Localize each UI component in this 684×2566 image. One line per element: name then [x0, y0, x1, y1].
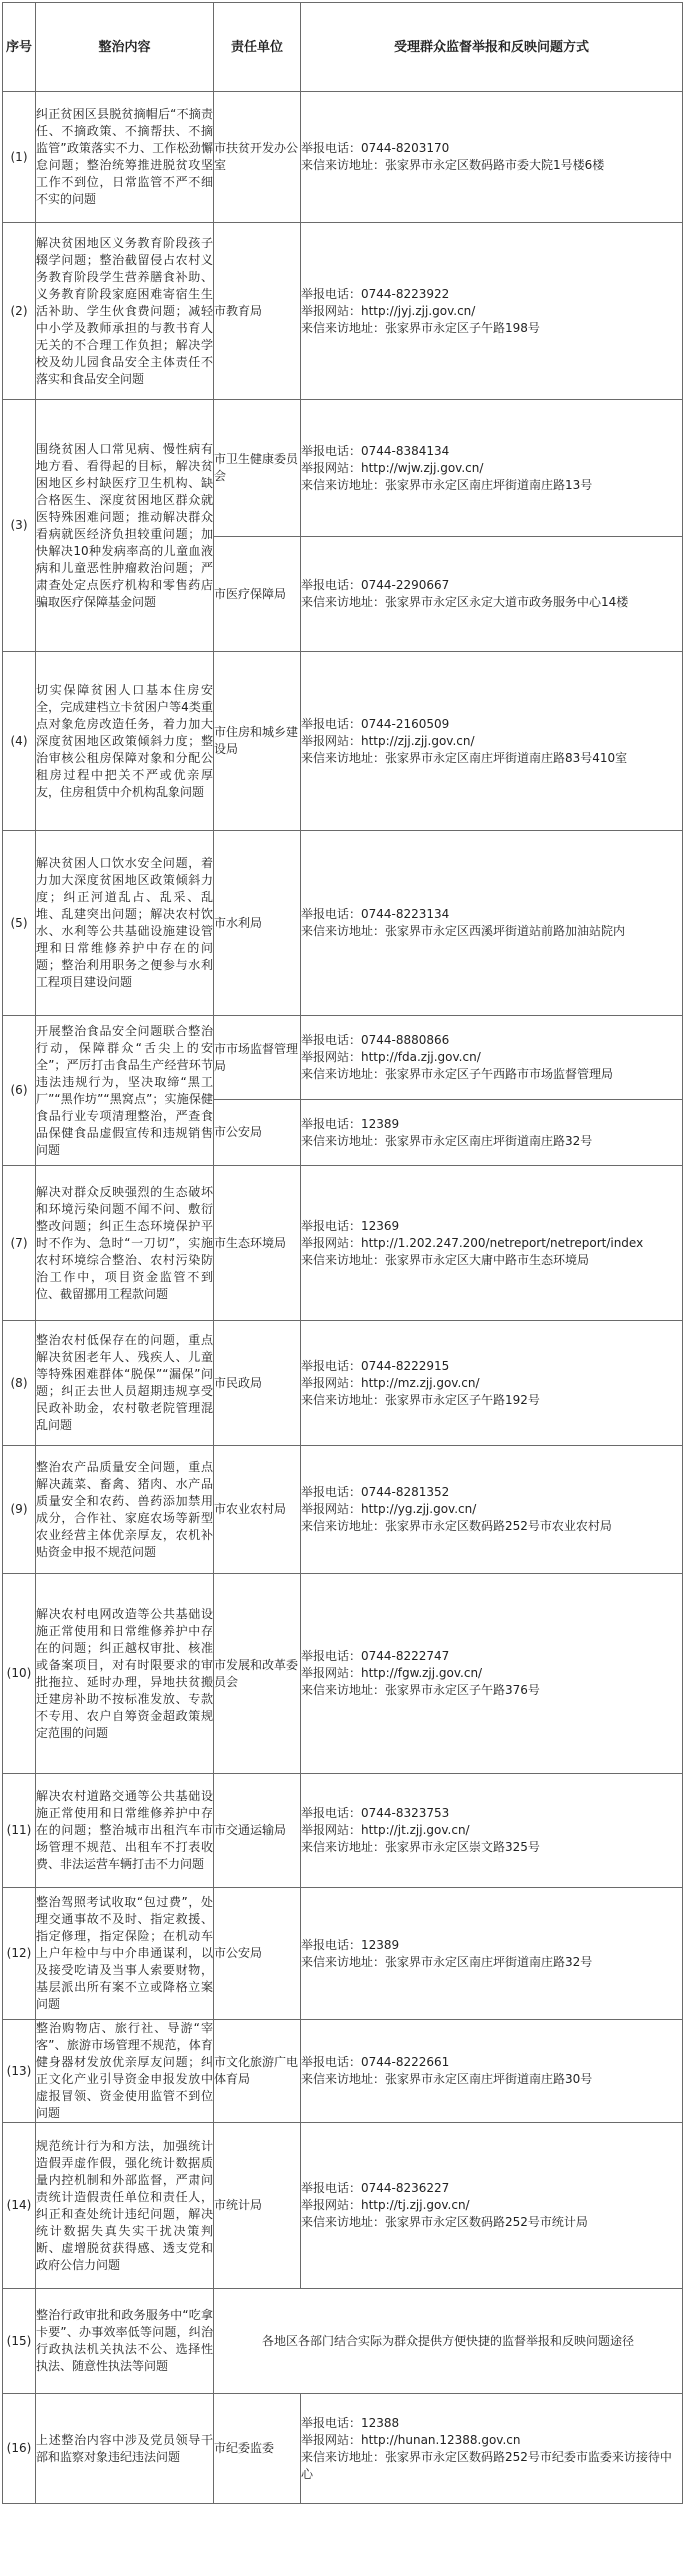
reporting-method [301, 2020, 683, 2123]
responsible-unit: 市公安局 [214, 1100, 301, 1166]
reporting-line: 来信来访地址：张家界市永定区数码路252号市农业农村局 [301, 1519, 612, 1533]
table-row [3, 2289, 683, 2394]
header-method: 受理群众监督举报和反映问题方式 [301, 3, 683, 92]
reporting-line: 举报电话：12388 [301, 2415, 400, 2430]
responsible-unit: 市公安局 [214, 1888, 301, 2020]
reporting-method [301, 652, 683, 831]
reporting-line: 举报网站：http://mz.zjj.gov.cn/ [301, 1375, 480, 1390]
reporting-line: 来信来访地址：张家界市永定区大庸中路市生态环境局 [301, 1252, 590, 1267]
table-row [3, 2394, 683, 2504]
reporting-channel-note: 各地区各部门结合实际为群众提供方便快捷的监督举报和反映问题途径 [214, 2289, 683, 2394]
responsible-unit: 市市场监督管理局 [214, 1016, 301, 1100]
rectification-content: 解决对群众反映强烈的生态破坏和环境污染问题不闻不问、敷衍整改问题；纠正生态环境保护平时不作为、急时“一刀切”，实施农村环境综合整治、农村污染防治工作中，项目资金监管不到位、截留挪用工程款问题 [36, 1166, 214, 1321]
responsible-unit: 市教育局 [214, 223, 301, 400]
table-row [3, 1774, 683, 1888]
row-number: (13) [3, 2020, 36, 2123]
reporting-line: 举报电话：12389 [301, 1116, 400, 1131]
reporting-line: 举报网站：http://tj.zjj.gov.cn/ [301, 2198, 470, 2212]
table-row [3, 2020, 683, 2123]
rectification-content: 规范统计行为和方法，加强统计造假弄虚作假，强化统计数据质量内控机制和外部监督，严肃问责统计造假责任单位和责任人，纠正和查处统计违纪问题，解决统计数据失真失实干扰决策判断、虚增脱贫获得感、透支党和政府公信力问题 [36, 2123, 214, 2289]
reporting-method [301, 1321, 683, 1446]
responsible-unit: 市医疗保障局 [214, 537, 301, 652]
reporting-method [301, 1100, 683, 1166]
responsible-unit: 市发展和改革委员会 [214, 1574, 301, 1774]
row-number: (5) [3, 831, 36, 1016]
reporting-line: 来信来访地址：张家界市永定区子午路198号 [301, 320, 540, 335]
table-row [3, 400, 683, 537]
reporting-line: 举报网站：http://jt.zjj.gov.cn/ [301, 1823, 470, 1837]
reporting-line: 举报电话：0744-2160509 [301, 716, 450, 731]
row-number: (2) [3, 223, 36, 400]
table-row [3, 1321, 683, 1446]
reporting-line: 来信来访地址：张家界市永定区子午西路市市场监督管理局 [301, 1067, 614, 1081]
table-row [3, 652, 683, 831]
table-row [3, 92, 683, 223]
reporting-method [301, 1446, 683, 1574]
reporting-line: 来信来访地址：张家界市永定区南庄坪街道南庄路13号 [301, 477, 593, 492]
row-number: (1) [3, 92, 36, 223]
reporting-method [301, 831, 683, 1016]
reporting-line: 来信来访地址：张家界市永定区子午路376号 [301, 1683, 540, 1697]
reporting-line: 举报电话：0744-8281352 [301, 1485, 450, 1499]
reporting-line: 来信来访地址：张家界市永定区永定大道市政务服务中心14楼 [301, 595, 629, 609]
reporting-method [301, 537, 683, 652]
reporting-line: 举报网站：http://zjj.zjj.gov.cn/ [301, 733, 475, 748]
header-content: 整治内容 [36, 3, 214, 92]
header-row [3, 3, 683, 92]
reporting-line: 举报电话：0744-8223134 [301, 907, 450, 921]
responsible-unit: 市水利局 [214, 831, 301, 1016]
reporting-line: 举报网站：http://wjw.zjj.gov.cn/ [301, 460, 484, 475]
reporting-line: 举报电话：0744-8222661 [301, 2055, 450, 2069]
reporting-method [301, 1888, 683, 2020]
table-row [3, 1446, 683, 1574]
row-number: (11) [3, 1774, 36, 1888]
reporting-line: 举报电话：0744-8203170 [301, 141, 450, 155]
rectification-content: 整治农村低保存在的问题，重点解决贫困老年人、残疾人、儿童等特殊困难群体“脱保”“漏保”问题；纠正去世人员超期违规享受民政补助金，农村敬老院管理混乱问题 [36, 1321, 214, 1446]
table-row [3, 2123, 683, 2289]
table-row [3, 1166, 683, 1321]
table-row [3, 1888, 683, 2020]
row-number: (16) [3, 2394, 36, 2504]
reporting-line: 来信来访地址：张家界市永定区南庄坪街道南庄路30号 [301, 2072, 593, 2086]
reporting-line: 举报电话：0744-2290667 [301, 578, 450, 592]
table-row [3, 1574, 683, 1774]
reporting-line: 举报电话：12369 [301, 1218, 400, 1233]
rectification-content: 整治驾照考试收取“包过费”，处理交通事故不及时、指定救援、指定修理，指定保险；在机动车上户年检中与中介串通谋利，以及接受吃请及当事人索要财物，基层派出所有案不立或降格立案问题 [36, 1888, 214, 2020]
reporting-line: 举报网站：http://fgw.zjj.gov.cn/ [301, 1666, 483, 1680]
row-number: (4) [3, 652, 36, 831]
responsible-unit: 市生态环境局 [214, 1166, 301, 1321]
row-number: (7) [3, 1166, 36, 1321]
reporting-line: 举报电话：0744-8236227 [301, 2181, 450, 2195]
header-seq: 序号 [3, 3, 36, 92]
rectification-content: 上述整治内容中涉及党员领导干部和监察对象违纪违法问题 [36, 2394, 214, 2504]
row-number: (14) [3, 2123, 36, 2289]
reporting-line: 举报网站：http://hunan.12388.gov.cn [301, 2432, 521, 2447]
reporting-line: 来信来访地址：张家界市永定区子午路192号 [301, 1392, 540, 1407]
reporting-line: 举报网站：http://yg.zjj.gov.cn/ [301, 1502, 477, 1516]
rectification-content: 解决贫困人口饮水安全问题，着力加大深度贫困地区政策倾斜力度；纠正河道乱占、乱采、乱堆、乱建突出问题；解决农村饮水、水利等公共基础设施建设管理和日常维修养护中存在的问题；整治利用职务之便参与水利工程项目建设问题 [36, 831, 214, 1016]
reporting-line: 来信来访地址：张家界市永定区崇文路325号 [301, 1840, 540, 1854]
responsible-unit: 市农业农村局 [214, 1446, 301, 1574]
row-number: (15) [3, 2289, 36, 2394]
reporting-method [301, 1774, 683, 1888]
rectification-content: 切实保障贫困人口基本住房安全，完成建档立卡贫困户等4类重点对象危房改造任务，着力加大深度贫困地区政策倾斜力度；整治审核公租房保障对象和分配公租房过程中把关不严或优亲厚友，住房租赁中介机构乱象问题 [36, 652, 214, 831]
reporting-line: 来信来访地址：张家界市永定区数码路市委大院1号楼6楼 [301, 158, 605, 172]
row-number: (10) [3, 1574, 36, 1774]
row-number: (8) [3, 1321, 36, 1446]
row-number: (6) [3, 1016, 36, 1166]
table-row [3, 223, 683, 400]
reporting-line: 举报网站：http://1.202.247.200/netreport/netreport/index [301, 1235, 644, 1250]
rectification-content: 解决农村电网改造等公共基础设施正常使用和日常维修养护中存在的问题；纠正越权审批、核准或备案项目，对有时限要求的审批拖拉、延时办理，异地扶贫搬迁建房补助不按标准发放、专款不专用、农户自筹资金超政策规定范围的问题 [36, 1574, 214, 1774]
rectification-content: 解决农村道路交通等公共基础设施正常使用和日常维修养护中存在的问题；整治城市出租汽车市场管理不规范、出租车不打表收费、非法运营车辆打击不力问题 [36, 1774, 214, 1888]
rectification-content: 解决贫困地区义务教育阶段孩子辍学问题；整治截留侵占农村义务教育阶段学生营养膳食补助、义务教育阶段家庭困难寄宿生生活补助、学生伙食费问题；减轻中小学及教师承担的与教书育人无关的不合理工作负担；解决学校及幼儿园食品安全主体责任不落实和食品安全问题 [36, 223, 214, 400]
responsible-unit: 市纪委监委 [214, 2394, 301, 2504]
reporting-line: 举报电话：0744-8222747 [301, 1649, 450, 1663]
reporting-line: 来信来访地址：张家界市永定区南庄坪街道南庄路83号410室 [301, 750, 628, 765]
rectification-content: 纠正贫困区县脱贫摘帽后“不摘责任、不摘政策、不摘帮扶、不摘监管”政策落实不力、工作松劲懈怠问题；整治统筹推进脱贫攻坚工作不到位，日常监管不严不细不实的问题 [36, 92, 214, 223]
reporting-line: 举报网站：http://jyj.zjj.gov.cn/ [301, 303, 476, 318]
responsible-unit: 市卫生健康委员会 [214, 400, 301, 537]
row-number: (12) [3, 1888, 36, 2020]
reporting-line: 举报电话：0744-8223922 [301, 286, 450, 301]
reporting-method [301, 223, 683, 400]
responsible-unit: 市统计局 [214, 2123, 301, 2289]
reporting-line: 来信来访地址：张家界市永定区南庄坪街道南庄路32号 [301, 1133, 593, 1148]
rectification-content: 整治农产品质量安全问题，重点解决蔬菜、畜禽、猪肉、水产品质量安全和农药、兽药添加禁用成分，合作社、家庭农场等新型农业经营主体优亲厚友，农机补贴资金申报不规范问题 [36, 1446, 214, 1574]
table-row [3, 1016, 683, 1100]
row-number: (9) [3, 1446, 36, 1574]
responsible-unit: 市住房和城乡建设局 [214, 652, 301, 831]
rectification-content: 整治购物店、旅行社、导游“宰客”、旅游市场管理不规范，体育健身器材发放优亲厚友问题；纠正文化产业引导资金申报发放中虚报冒领、资金使用监管不到位问题 [36, 2020, 214, 2123]
reporting-method [301, 2123, 683, 2289]
reporting-method [301, 1574, 683, 1774]
reporting-method [301, 1016, 683, 1100]
rectification-content: 围绕贫困人口常见病、慢性病有地方看、看得起的目标，解决贫困地区乡村缺医疗卫生机构、缺合格医生、深度贫困地区群众就医特殊困难问题；推动解决群众看病就医经济负担较重问题；加快解决10种发病率高的儿童血液病和儿童恶性肿瘤救治问题；严肃查处定点医疗机构和零售药店骗取医疗保障基金问题 [36, 400, 214, 652]
row-number: (3) [3, 400, 36, 652]
governance-table [2, 2, 683, 2504]
reporting-method [301, 92, 683, 223]
responsible-unit: 市文化旅游广电体育局 [214, 2020, 301, 2123]
responsible-unit: 市民政局 [214, 1321, 301, 1446]
reporting-line: 举报电话：0744-8384134 [301, 443, 450, 458]
reporting-method [301, 1166, 683, 1321]
reporting-line: 举报电话：0744-8323753 [301, 1806, 450, 1820]
header-unit: 责任单位 [214, 3, 301, 92]
reporting-method [301, 400, 683, 537]
responsible-unit: 市交通运输局 [214, 1774, 301, 1888]
rectification-content: 整治行政审批和政务服务中“吃拿卡要”、办事效率低等问题，纠治行政执法机关执法不公、选择性执法、随意性执法等问题 [36, 2289, 214, 2394]
reporting-line: 来信来访地址：张家界市永定区数码路252号市纪委市监委来访接待中心 [301, 2449, 672, 2481]
reporting-line: 来信来访地址：张家界市永定区南庄坪街道南庄路32号 [301, 1954, 593, 1969]
table-row [3, 831, 683, 1016]
reporting-line: 举报电话：0744-8880866 [301, 1033, 450, 1047]
reporting-line: 举报电话：0744-8222915 [301, 1358, 450, 1373]
reporting-line: 举报网站：http://fda.zjj.gov.cn/ [301, 1050, 481, 1064]
reporting-line: 来信来访地址：张家界市永定区西溪坪街道站前路加油站院内 [301, 924, 626, 938]
responsible-unit: 市扶贫开发办公室 [214, 92, 301, 223]
reporting-line: 举报电话：12389 [301, 1937, 400, 1952]
reporting-method [301, 2394, 683, 2504]
rectification-content: 开展整治食品安全问题联合整治行动，保障群众“舌尖上的安全”；严厉打击食品生产经营环节违法违规行为，坚决取缔“黑工厂”“黑作坊”“黑窝点”；实施保健食品行业专项清理整治，严查食品保健食品虚假宣传和违规销售问题 [36, 1016, 214, 1166]
reporting-line: 来信来访地址：张家界市永定区数码路252号市统计局 [301, 2215, 588, 2229]
table-body [3, 92, 683, 2504]
